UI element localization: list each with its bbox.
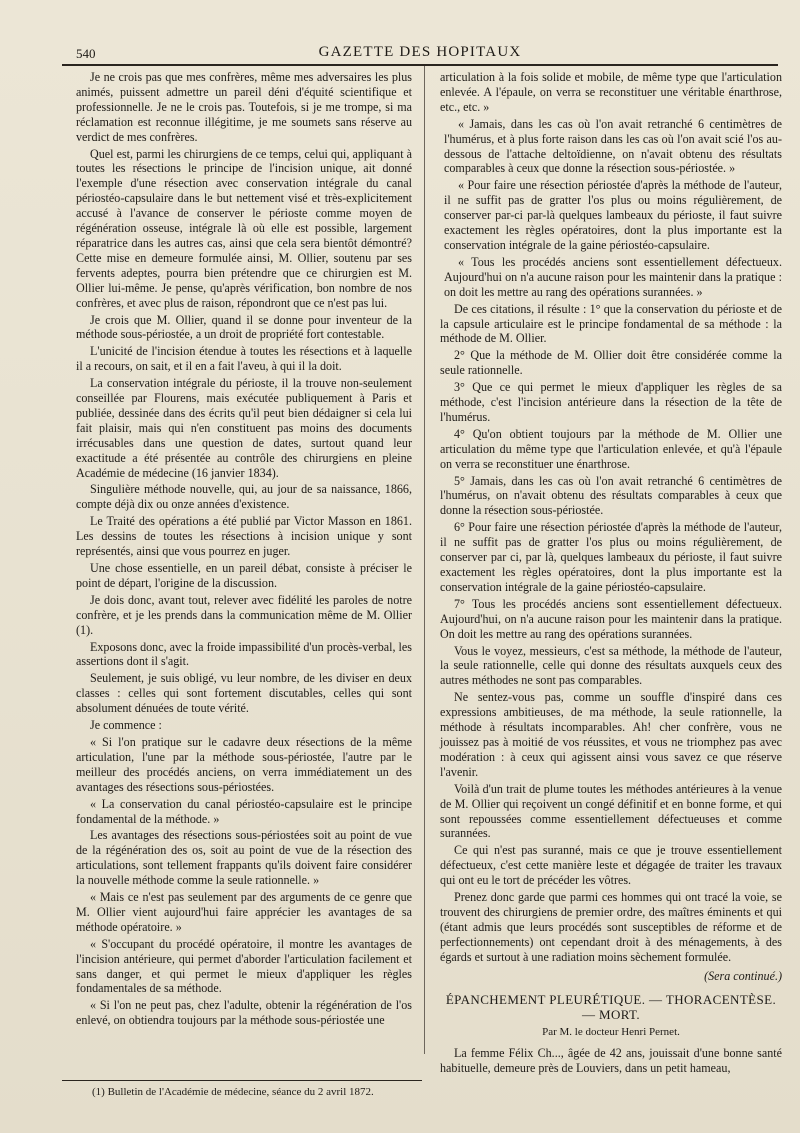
paragraph: 4° Qu'on obtient toujours par la méthode de M. Ollier une articulation du même type que l'articulation enlevée, et qu'à l'épaule on verra se reconstituer une énarthrose.	[440, 426, 782, 471]
paragraph: « La conservation du canal périostéo-capsulaire est le principe fondamental de la méthode. »	[76, 796, 412, 826]
left-column	[76, 70, 412, 1030]
article-title: ÉPANCHEMENT PLEURÉTIQUE. — THORACENTÈSE. — MORT.	[445, 992, 777, 1023]
paragraph: Prenez donc garde que parmi ces hommes qui ont tracé la voie, se trouvent des chirurgiens de premier ordre, des maîtres éminents et qui (étant admis que leurs procédés sont susceptibles de réforme et de perfectionnements) ont cependant droit à des ménagements, à des égards et surtout à une radiation moins sèchement formulée.	[440, 890, 782, 964]
paragraph: « Jamais, dans les cas où l'on avait retranché 6 centimètres de l'humérus, et à plus forte raison dans les cas où l'on avait scié l'os au-dessous de l'attache deltoïdienne, on n'avait obtenu des résultats comparables à ceux que donne la résection sous-périostée. »	[444, 116, 782, 176]
paragraph: Je ne crois pas que mes confrères, même mes adversaires les plus animés, puissent admettre un pareil déni d'équité scientifique et professionnelle. Je ne le crois pas. Toutefois, si je me trompe, si ma réclamation est reconnue illégitime, je me soumets sans réserve au verdict de mes confrères.	[76, 70, 412, 144]
paragraph: 2° Que la méthode de M. Ollier doit être considérée comme la seule rationnelle.	[440, 348, 782, 378]
summary-list	[440, 348, 782, 641]
header-rule	[62, 64, 778, 66]
page-header	[62, 36, 778, 66]
paragraph: Une chose essentielle, en un pareil débat, consiste à préciser le point de départ, l'origine de la discussion.	[76, 561, 412, 590]
paragraph: Quel est, parmi les chirurgiens de ce temps, celui qui, appliquant à toutes les résections le principe de l'incision unique, ait donné l'exemple d'une résection avec conservation intégrale du canal périostéo-capsulaire dans le but nettement visé et très-explicitement accusé à l'avance de conserver le périoste comme moyen de régénération osseuse, intégrale là où elle est possible, largement réparatrice dans les autres cas, ainsi que cela sera bientôt démontré? Cette mise en demeure formulée ainsi, M. Ollier, soutenu par ses fervents adeptes, pourra bien prétendre que ce chirurgien est M. Ollier lui-même. Je pense, qu'après vérification, bon nombre de nos confrères, et avec plus de raison, répondront que ce n'est pas lui.	[76, 146, 412, 310]
paragraph: 5° Jamais, dans les cas où l'on avait retranché 6 centimètres de l'humérus, on n'avait obtenu des résultats comparables à ceux que donne la résection sous-périostée.	[440, 473, 782, 518]
summary-intro: De ces citations, il résulte : 1° que la conservation du périoste et de la capsule articulaire est le principe fondamental de sa méthode : la méthode de M. Ollier.	[440, 301, 782, 346]
continued-note: (Sera continué.)	[704, 968, 782, 983]
paragraph: Exposons donc, avec la froide impassibilité d'un procès-verbal, les assertions dont il s'agit.	[76, 639, 412, 669]
footnote-rule	[62, 1080, 422, 1081]
paragraph: Les avantages des résections sous-périostées soit au point de vue de la régénération des os, soit au point de vue de la résection des articulations, sont tellement frappants qu'ils doivent faire considérer la nouvelle méthode comme la seule rationnelle. »	[76, 828, 412, 888]
column-divider	[424, 66, 425, 1054]
running-title: GAZETTE DES HOPITAUX	[318, 44, 522, 60]
paragraph: Voilà d'un trait de plume toutes les méthodes antérieures à la venue de M. Ollier qui reçoivent un congé définitif et en bonne forme, et qui sont repoussées comme essentiellement défectueuses et comme surannées.	[440, 781, 782, 841]
right-column	[440, 70, 782, 1078]
paragraph: « Si l'on ne peut pas, chez l'adulte, obtenir la régénération de l'os enlevé, on obtiendra toujours par la méthode sous-périostée une	[76, 998, 412, 1028]
article-body: La femme Félix Ch..., âgée de 42 ans, jouissait d'une bonne santé habituelle, demeure près de Louviers, dans un petit hameau,	[440, 1046, 782, 1076]
quote-block	[440, 70, 782, 300]
paragraph: « S'occupant du procédé opératoire, il montre les avantages de l'incision antérieure, qui permet d'aborder l'articulation facilement et sans danger, et qui permet le mieux d'appliquer les règles fondamentales de sa méthode.	[76, 936, 412, 996]
paragraph: « Si l'on pratique sur le cadavre deux résections de la même articulation, l'une par la méthode sous-périostée, l'autre par le meilleur des procédés anciens, on verra immédiatement un des avantages des résections sous-périostées.	[76, 734, 412, 794]
paragraph: La conservation intégrale du périoste, il la trouve non-seulement conseillée par Flourens, mais exécutée publiquement à Paris et publiée, dessinée dans des écrits qu'il peut bien dédaigner si cela lui fait plaisir, mais qui n'en constituent pas moins des documents irrécusables dans une question de dates, surtout quand leur exactitude a été présentée au contrôle des chirurgiens en pleine Académie de médecine (16 janvier 1834).	[76, 376, 412, 480]
paragraph: Ce qui n'est pas suranné, mais ce que je trouve essentiellement défectueux, c'est cette manière leste et dégagée de traiter les travaux qui ont eu le tort de précéder les vôtres.	[440, 843, 782, 888]
paragraph: Vous le voyez, messieurs, c'est sa méthode, la méthode de l'auteur, la seule rationnelle, celle qui donne des résultats auxquels ceux des autres méthodes ne sont pas comparables.	[440, 643, 782, 688]
paragraph: 3° Que ce qui permet le mieux d'appliquer les règles de sa méthode, c'est l'incision antérieure dans la résection de la tête de l'humérus.	[440, 380, 782, 424]
paragraph: « Tous les procédés anciens sont essentiellement défectueux. Aujourd'hui on n'a aucune raison pour les maintenir dans la pratique : on doit les mettre au rang des opérations surannées. »	[444, 254, 782, 299]
paragraph: articulation à la fois solide et mobile, de même type que l'articulation enlevée. A l'épaule, on verra se reconstituer une véritable énarthrose, etc., etc. »	[440, 70, 782, 114]
article-byline: Par M. le docteur Henri Pernet.	[542, 1026, 680, 1039]
page-number: 540	[76, 46, 96, 61]
footnote: (1) Bulletin de l'Académie de médecine, séance du 2 avril 1872.	[92, 1086, 374, 1098]
paragraph: Le Traité des opérations a été publié par Victor Masson en 1861. Les dessins de toutes les résections à incision unique y sont représentés, ainsi que vous pourrez en juger.	[76, 514, 412, 559]
paragraph: Je crois que M. Ollier, quand il se donne pour inventeur de la méthode sous-périostée, a un droit de propriété fort contestable.	[76, 312, 412, 342]
paragraph: Singulière méthode nouvelle, qui, au jour de sa naissance, 1866, compte déjà dix ou onze années d'existence.	[76, 482, 412, 512]
paragraph: Seulement, je suis obligé, vu leur nombre, de les diviser en deux classes : celles qui sont fortement discutables, celles qui sont absolument dénuées de toute vérité.	[76, 671, 412, 716]
commentary-block	[440, 644, 782, 965]
paragraph: Je dois donc, avant tout, relever avec fidélité les paroles de notre confrère, et je les prends dans la communication même de M. Ollier (1).	[76, 592, 412, 637]
paragraph: « Mais ce n'est pas seulement par des arguments de ce genre que M. Ollier vient aujourd'hui faire apprécier les avantages de sa méthode opératoire. »	[76, 890, 412, 934]
paragraph: L'unicité de l'incision étendue à toutes les résections et à laquelle il a recours, on sait, et il en a fait l'aveu, à qui il la doit.	[76, 344, 412, 374]
paragraph: Je commence :	[90, 718, 162, 733]
paragraph: 7° Tous les procédés anciens sont essentiellement défectueux. Aujourd'hui, on n'a aucune raison pour les maintenir dans la pratique. On doit les mettre au rang des opérations surannées.	[440, 596, 782, 641]
paragraph: Ne sentez-vous pas, comme un souffle d'inspiré dans ces expressions ambitieuses, de ma méthode, la seule rationnelle, la méthode à résultats incomparables. Ah! cher confrère, vous ne jouissez pas à moitié de vos réussites, et vous ne triomphez pas avec modération : à ceux qui agissent ainsi vous savez ce que réserve l'avenir.	[440, 690, 782, 779]
paragraph: 6° Pour faire une résection périostée d'après la méthode de l'auteur, il ne suffit pas de gratter l'os plus ou moins régulièrement, de conserver par ci, par là, quelques lambeaux du périoste, il faut suivre exactement les règles opératoires, dont la plus importante est la conservation intégrale de la gaine périostéo-capsulaire.	[440, 520, 782, 594]
paragraph: « Pour faire une résection périostée d'après la méthode de l'auteur, il ne suffit pas de gratter l'os plus ou moins régulièrement, de conserver par-ci par-là quelques lambeaux du périoste, il faut suivre exactement les règles opératoires, dont la plus importante est la conservation intégrale de la gaine périostéo-capsulaire.	[444, 178, 782, 252]
